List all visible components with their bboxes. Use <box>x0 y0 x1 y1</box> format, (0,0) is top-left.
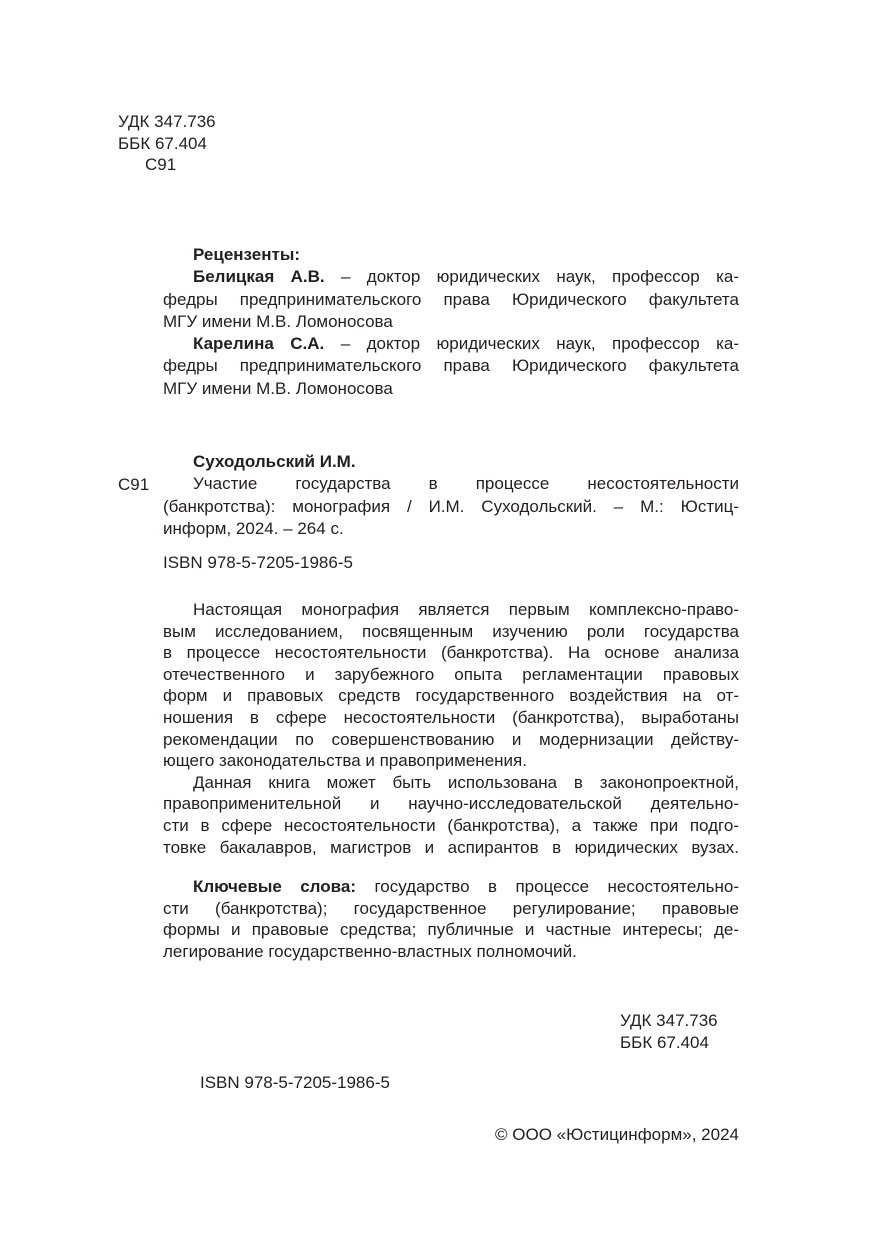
reviewers-block <box>163 244 739 400</box>
reviewer-line: МГУ имени М.В. Ломоносова <box>163 378 393 398</box>
author-mark: С91 <box>145 155 177 174</box>
footer-bbk: ББК 67.404 <box>620 1033 709 1052</box>
bibliographic-record <box>163 451 739 540</box>
reviewer-line: МГУ имени М.В. Ломоносова <box>163 311 393 331</box>
keywords-label: Ключевые слова: <box>193 877 356 896</box>
abstract-line: в процессе несостоятельности (банкротства). На основе анализа <box>163 643 739 663</box>
reviewer-line: федры предпринимательского права Юридического факультета <box>163 356 739 376</box>
record-mark: С91 <box>118 475 150 494</box>
reviewer-line: федры предпринимательского права Юридического факультета <box>163 289 739 309</box>
record-line: Участие государства в процессе несостоятельности <box>193 474 739 494</box>
keywords-line: сти (банкротства); государственное регулирование; правовые <box>163 898 739 918</box>
record-line: (банкротства): монография / И.М. Суходольский. – М.: Юстиц- <box>163 496 739 516</box>
classification-codes <box>118 111 216 176</box>
record-author: Суходольский И.М. <box>193 452 356 471</box>
abstract-line: отечественного и зарубежного опыта регламентации правовых <box>163 664 739 684</box>
abstract-line: Настоящая монография является первым комплексно-право- <box>193 600 739 619</box>
footer-codes <box>620 1010 718 1054</box>
footer-udk: УДК 347.736 <box>620 1011 718 1030</box>
reviewer-line: Карелина С.А. – доктор юридических наук, профессор ка- <box>193 334 740 354</box>
abstract-line: ношения в сфере несостоятельности (банкротства), выработаны <box>163 707 739 727</box>
record-isbn: ISBN 978-5-7205-1986-5 <box>163 553 353 572</box>
reviewers-heading: Рецензенты: <box>193 245 300 264</box>
udk-code: УДК 347.736 <box>118 112 216 131</box>
abstract-line: ющего законодательства и правоприменения. <box>163 751 527 771</box>
abstract <box>163 599 739 858</box>
abstract-line: форм и правовых средств государственного воздействия на от- <box>163 686 739 706</box>
abstract-line: вым исследованием, посвященным изучению роли государства <box>163 621 739 641</box>
reviewer-line: Белицкая А.В. – доктор юридических наук, профессор ка- <box>193 267 739 287</box>
abstract-line: правоприменительной и научно-исследовательской деятельно- <box>163 794 739 814</box>
record-line: информ, 2024. – 264 с. <box>163 518 344 538</box>
keywords: Ключевые слова: государство в процессе несостоятельно- сти (банкротства); государственное регулирование; правовые формы и правовые средства; публичные и частные интересы; де- легирование государственно-властных полномочий. <box>163 877 739 961</box>
keywords-line: формы и правовые средства; публичные и частные интересы; де- <box>163 920 739 940</box>
footer-isbn: ISBN 978-5-7205-1986-5 <box>200 1073 390 1092</box>
abstract-line: товке бакалавров, магистров и аспирантов в юридических вузах. <box>163 837 739 857</box>
abstract-line: сти в сфере несостоятельности (банкротства), а также при подго- <box>163 815 739 835</box>
abstract-line: рекомендации по совершенствованию и модернизации действу- <box>163 729 739 749</box>
keywords-line: легирование государственно-властных полномочий. <box>163 941 577 961</box>
copyright: © ООО «Юстицинформ», 2024 <box>495 1125 739 1144</box>
bbk-code: ББК 67.404 <box>118 133 207 153</box>
abstract-line: Данная книга может быть использована в законопроектной, <box>193 772 739 792</box>
